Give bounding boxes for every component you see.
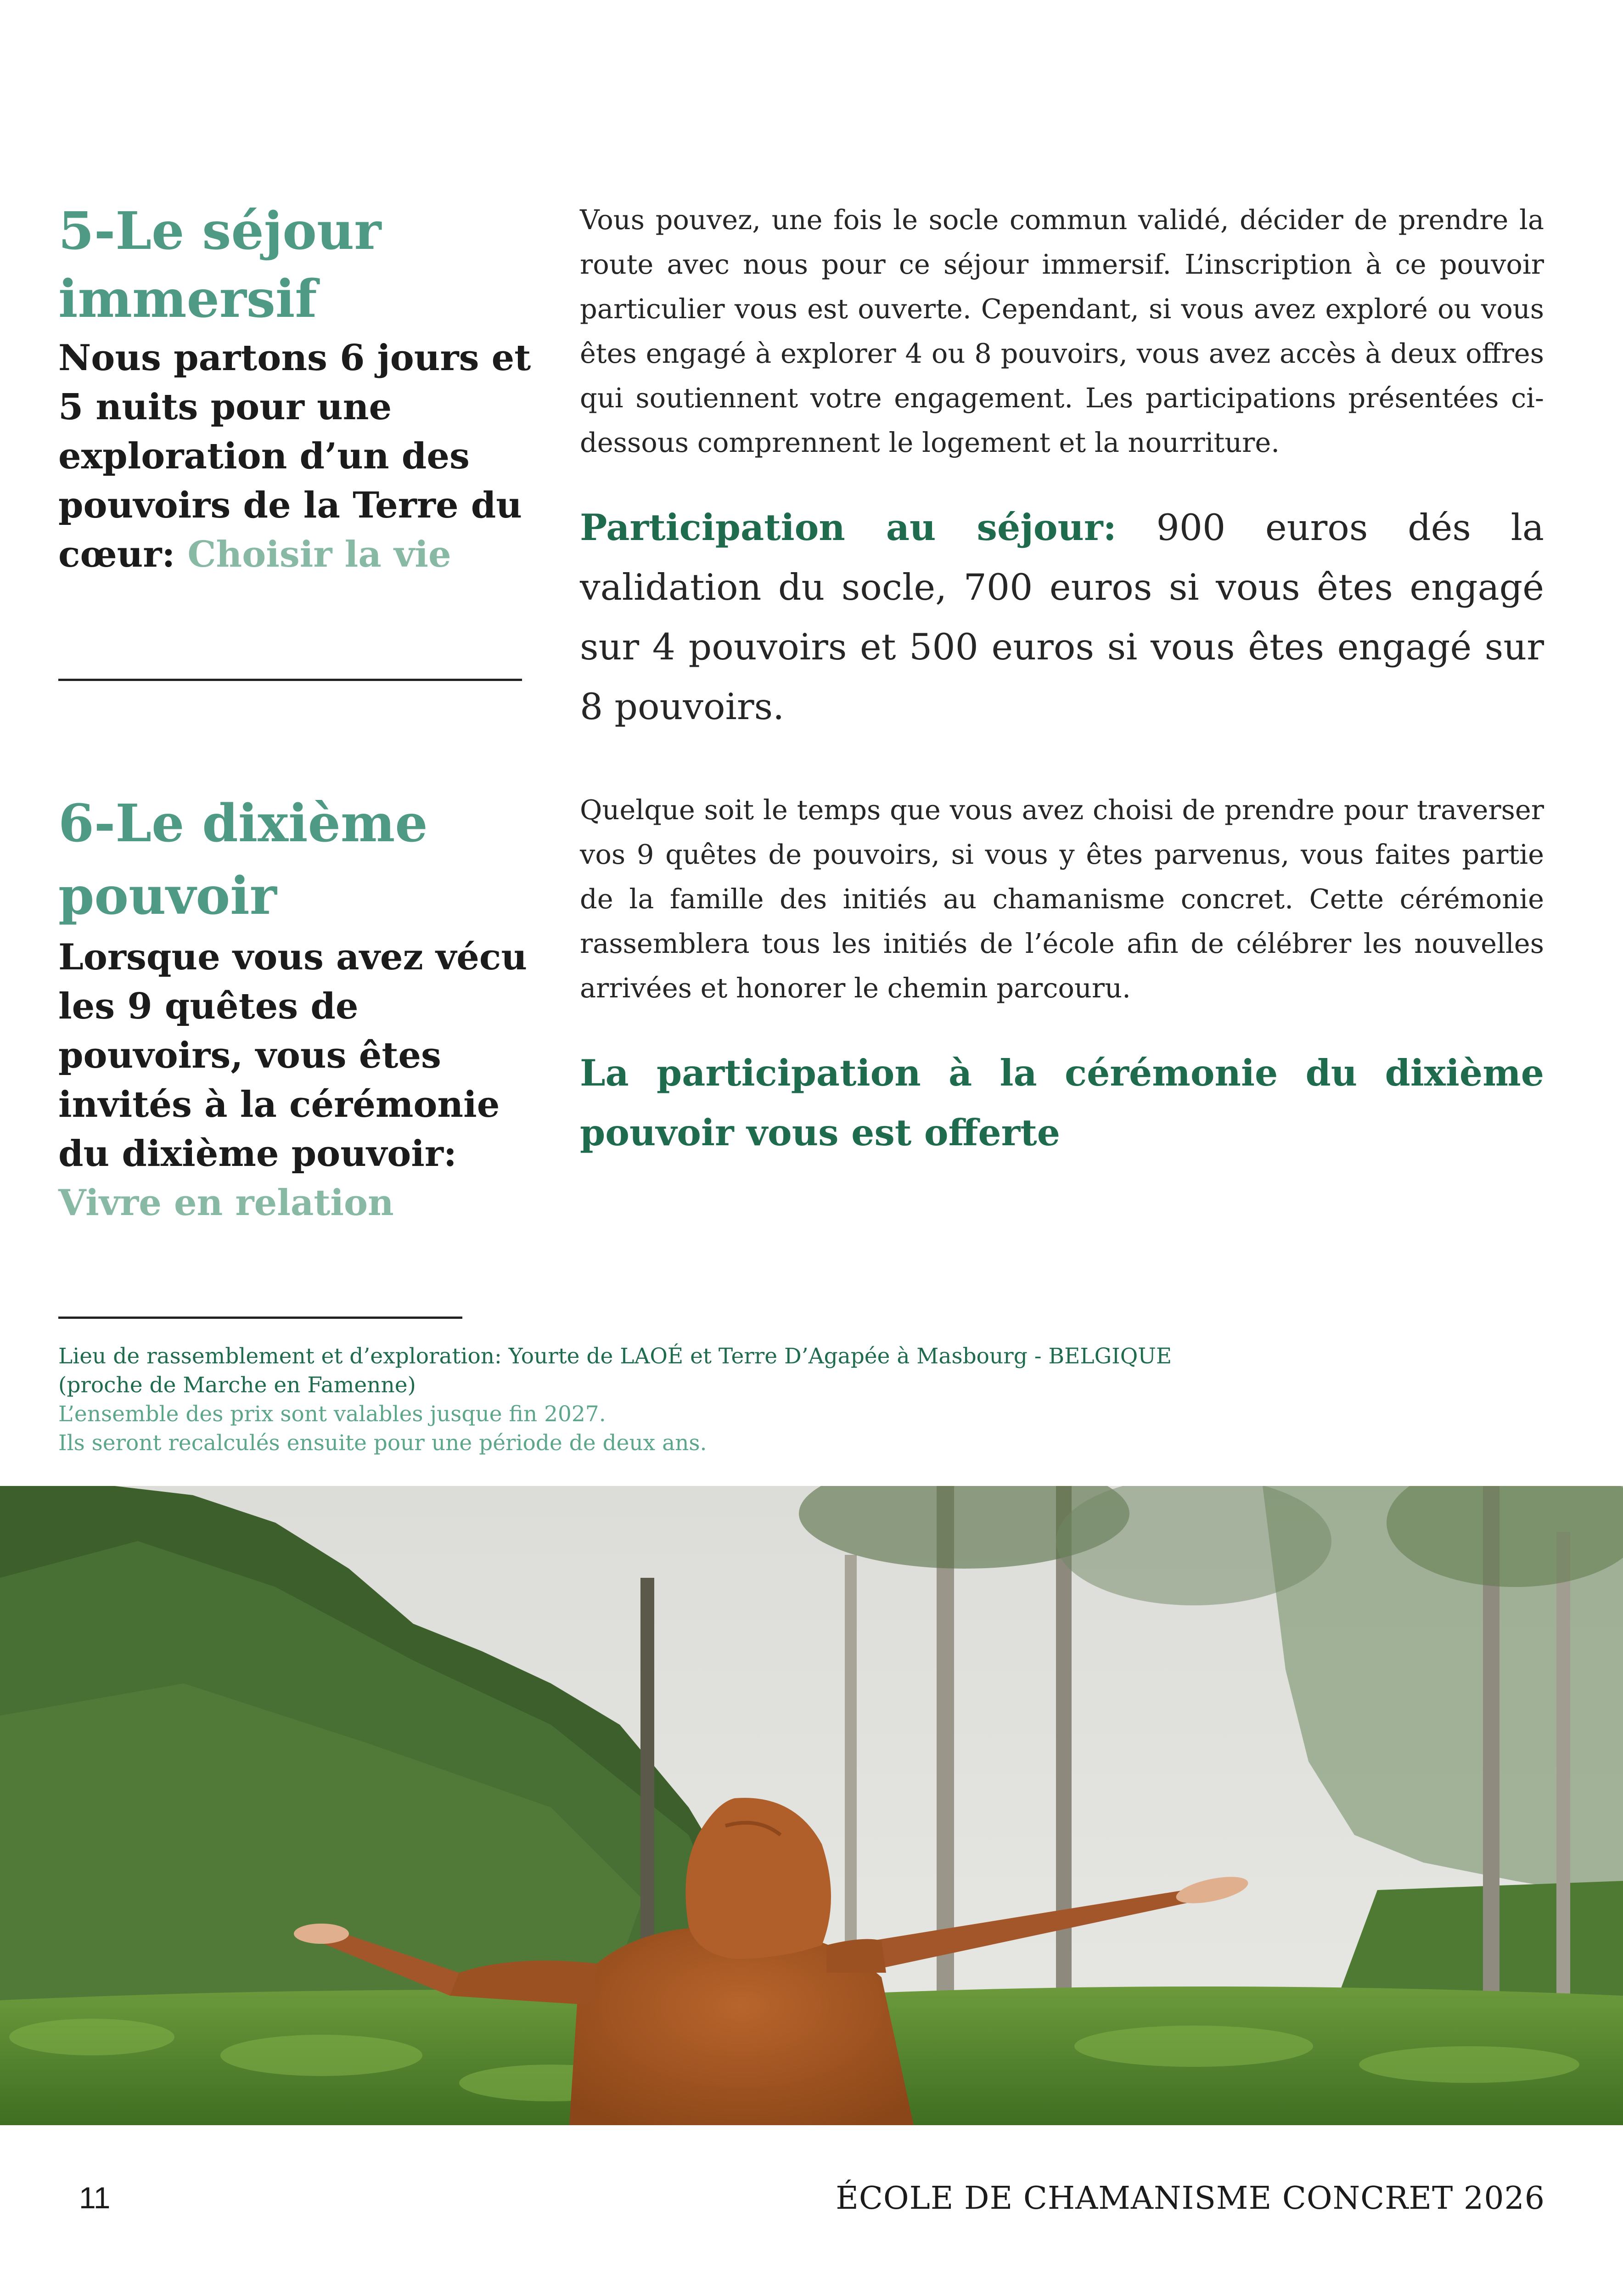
section-5-participation-text: 900 euros dés la validation du socle, 700 euros si vous êtes engagé sur 4 pouvoirs et 500 euros si vous êtes engagé sur 8 pouvoirs. <box>580 506 1544 728</box>
section-5-body: Vous pouvez, une fois le socle commun validé, décider de prendre la route avec nous pour ce séjour immersif. L’inscription à ce pouvoir particulier vous est ouverte. Cependant, si vous avez exploré ou vous êtes engagé à explorer 4 ou 8 pouvoirs, vous avez accès à deux offres qui soutiennent votre engagement. Les participations présentées ci-dessous comprennent le logement et la nourriture. <box>580 204 1544 458</box>
section-6-participation: La participation à la cérémonie du dixième pouvoir vous est offerte <box>580 1052 1544 1154</box>
section-6-body-column <box>580 788 1544 1163</box>
page-number: 11 <box>79 2181 111 2215</box>
section-6-heading-column <box>58 788 536 1227</box>
section-5-body-column <box>580 197 1544 737</box>
section-5-subtitle-text: Nous partons 6 jours et 5 nuits pour une exploration d’un des pouvoirs de la Terre du cœur: <box>58 337 531 575</box>
section-6-body: Quelque soit le temps que vous avez choisi de prendre pour traverser vos 9 quêtes de pouvoirs, si vous y êtes parvenus, vous faites partie de la famille des initiés au chamanisme concret. Cette cérémonie rassemblera tous les initiés de l’école afin de célébrer les nouvelles arrivées et honorer le chemin parcouru. <box>580 794 1544 1004</box>
section-6-title: 6-Le dixième pouvoir <box>58 793 428 926</box>
section-5-title: 5-Le séjour immersif <box>58 201 382 329</box>
footnote-divider <box>58 1317 462 1319</box>
footer-title: ÉCOLE DE CHAMANISME CONCRET 2026 <box>836 2180 1545 2217</box>
section-5-participation-label: Participation au séjour: <box>580 506 1117 549</box>
location-line-1: Lieu de rassemblement et d’exploration: Yourte de LAOÉ et Terre D’Agapée à Masbourg - BELGIQUE <box>58 1344 1172 1369</box>
prices-line-1: L’ensemble des prix sont valables jusque fin 2027. <box>58 1401 606 1427</box>
section-5-participation <box>580 498 1544 737</box>
location-line-2: (proche de Marche en Famenne) <box>58 1373 416 1398</box>
prices-line-2: Ils seront recalculés ensuite pour une période de deux ans. <box>58 1430 707 1456</box>
section-5-subtitle-highlight: Choisir la vie <box>187 534 451 575</box>
section-5-subtitle <box>58 333 536 579</box>
section-6-subtitle-highlight: Vivre en relation <box>58 1182 394 1224</box>
section-6-subtitle <box>58 933 536 1227</box>
hero-photo <box>0 1486 1623 2125</box>
section-5-divider <box>58 679 522 681</box>
section-6-subtitle-text: Lorsque vous avez vécu les 9 quêtes de pouvoirs, vous êtes invités à la cérémonie du dixième pouvoir: <box>58 936 528 1175</box>
photo-illustration <box>0 1486 1623 2125</box>
section-5-heading-column <box>58 197 536 579</box>
footnotes <box>58 1342 1252 1458</box>
page-footer <box>0 2125 1623 2296</box>
